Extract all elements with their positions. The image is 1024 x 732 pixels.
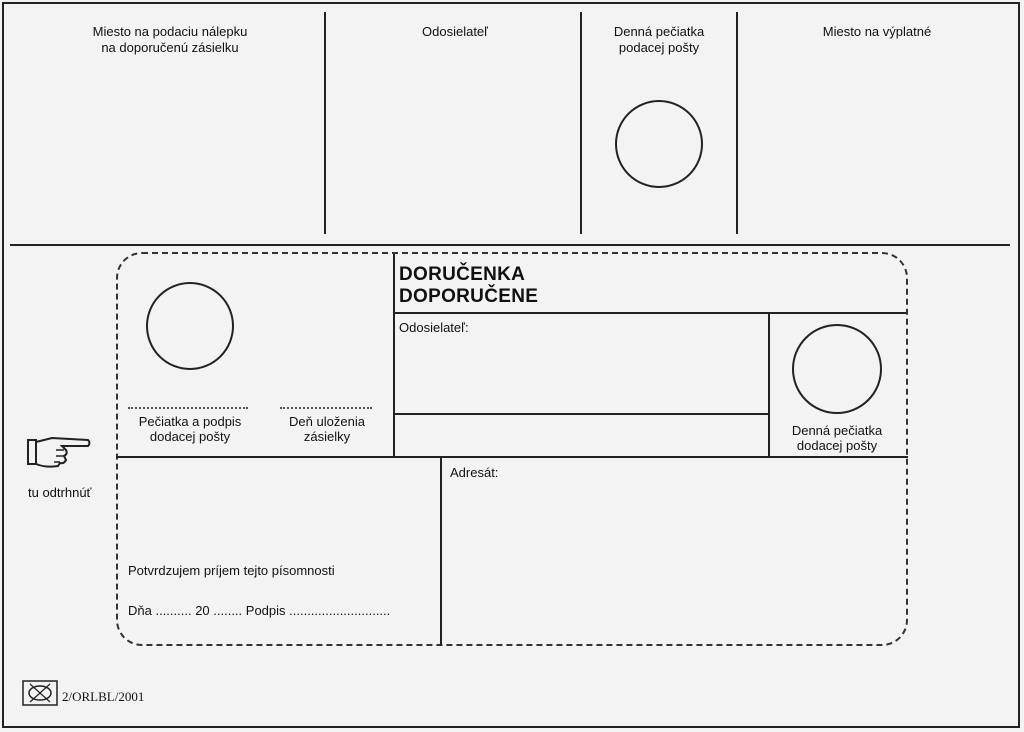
confirm-text: Potvrdzujem príjem tejto písomnosti xyxy=(128,563,335,578)
addressee-label: Adresát: xyxy=(450,465,499,480)
stamp-top-label: Denná pečiatka podacej pošty xyxy=(613,24,705,55)
top-stamp-circle xyxy=(615,100,703,188)
date-sign-line: Dňa .......... 20 ........ Podpis ............................ xyxy=(128,603,391,618)
recycle-logo-icon xyxy=(22,680,58,706)
top-section-bottom-line xyxy=(10,244,1010,246)
top-divider-3 xyxy=(736,12,738,234)
card-middle-line xyxy=(116,456,908,458)
top-divider-1 xyxy=(324,12,326,234)
card-title-line2: DOPORUČENE xyxy=(399,286,539,307)
sticker-place-label: Miesto na podaciu nálepku na doporučenú zásielku xyxy=(92,24,248,55)
sender-label: Odosielateľ: xyxy=(399,320,469,335)
sender-top-label: Odosielateľ xyxy=(422,24,488,39)
tear-label: tu odtrhnúť xyxy=(28,485,92,500)
storage-day-label: Deň uloženia zásielky xyxy=(289,414,365,444)
stamp-sign-dotted-line xyxy=(128,407,248,409)
card-divider-left xyxy=(393,254,395,457)
sender-box-bottom xyxy=(393,413,769,415)
pointing-hand-icon xyxy=(26,432,92,470)
card-title-line1: DORUČENKA xyxy=(399,264,526,285)
daily-stamp-circle xyxy=(792,324,882,414)
storage-day-dotted-line xyxy=(280,407,372,409)
title-underline xyxy=(393,312,906,314)
payment-place-label: Miesto na výplatné xyxy=(822,24,932,39)
card-divider-bottom xyxy=(440,456,442,646)
top-divider-2 xyxy=(580,12,582,234)
daily-stamp-label: Denná pečiatka dodacej pošty xyxy=(791,423,883,453)
card-divider-right xyxy=(768,312,770,457)
delivery-stamp-circle xyxy=(146,282,234,370)
form-code: 2/ORLBL/2001 xyxy=(62,689,145,704)
stamp-sign-label: Pečiatka a podpis dodacej pošty xyxy=(138,414,242,444)
